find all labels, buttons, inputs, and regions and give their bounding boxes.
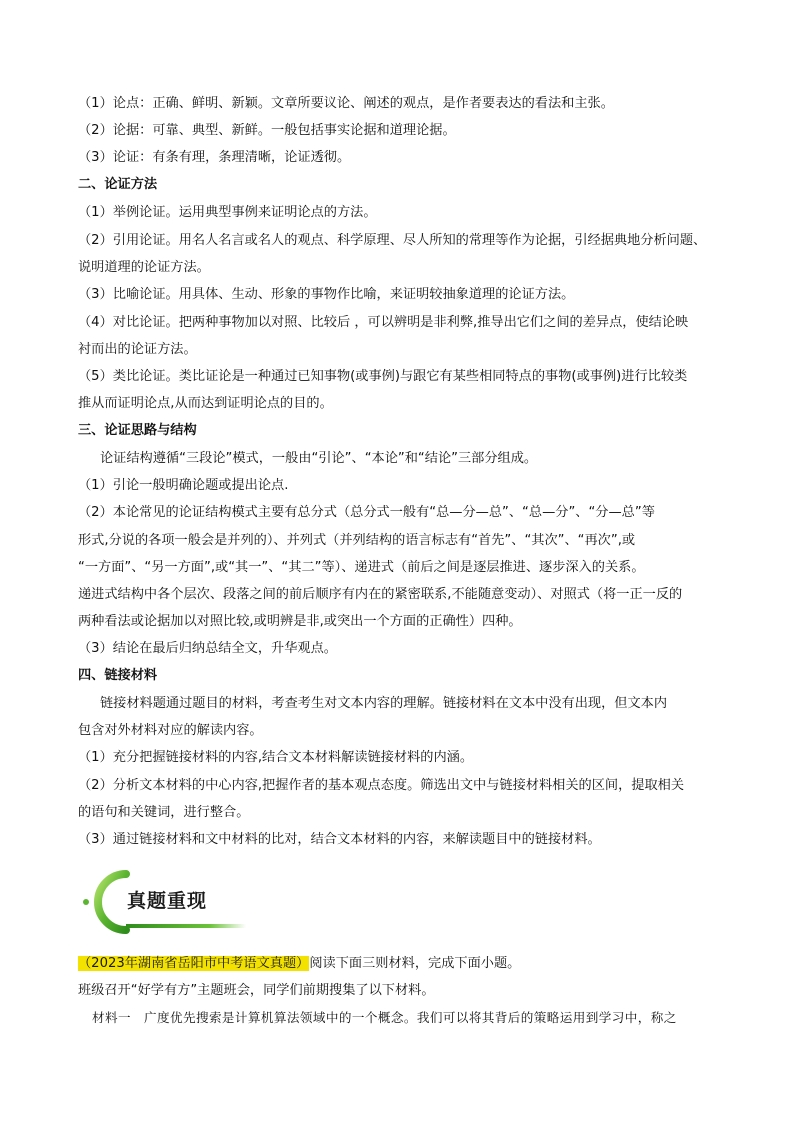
paragraph-line: （1）举例论证。运用典型事例来证明论点的方法。 bbox=[78, 205, 377, 220]
paragraph-line: （2）本论常见的论证结构模式主要有总分式（总分式一般有“总—分—总”、“总—分”、“分—总”等 bbox=[78, 505, 655, 520]
paragraph-line: （3）通过链接材料和文中材料的比对，结合文本材料的内容，来解读题目中的链接材料。 bbox=[78, 832, 601, 847]
paragraph-line: 说明道理的论证方法。 bbox=[78, 260, 210, 275]
banner-title: 真题重现 bbox=[127, 890, 208, 912]
paragraph-line: “一方面”、“另一方面”,或“其一”、“其二”等）、递进式（前后之间是逐层推进、逐步深入的关系。 bbox=[78, 560, 645, 575]
paragraph-line: （2）分析文本材料的中心内容,把握作者的基本观点态度。筛选出文中与链接材料相关的区间，提取相关 bbox=[78, 778, 685, 793]
question-intro bbox=[78, 954, 728, 974]
paragraph-line: （3）比喻论证。用具体、生动、形象的事物作比喻，来证明较抽象道理的论证方法。 bbox=[78, 287, 575, 302]
paragraph-line: （2）论据：可靠、典型、新鲜。一般包括事实论据和道理论据。 bbox=[78, 123, 456, 138]
paragraph-line: （3）论证：有条有理，条理清晰，论证透彻。 bbox=[78, 150, 351, 165]
section-heading: 二、论证方法 bbox=[78, 177, 158, 192]
paragraph-line: 推从而证明论点,从而达到证明论点的目的。 bbox=[78, 396, 333, 411]
paragraph-line: 的语句和关键词，进行整合。 bbox=[78, 805, 250, 820]
paragraph-line: 包含对外材料对应的解读内容。 bbox=[78, 723, 263, 738]
paragraph-line: （1）论点：正确、鲜明、新颖。文章所要议论、阐述的观点，是作者要表达的看法和主张。 bbox=[78, 96, 614, 111]
paragraph-line: （3）结论在最后归纳总结全文，升华观点。 bbox=[78, 641, 337, 656]
section-heading: 四、链接材料 bbox=[78, 668, 158, 683]
section-heading: 三、论证思路与结构 bbox=[78, 423, 197, 438]
question-prompt: 阅读下面三则材料，完成下面小题。 bbox=[309, 956, 521, 971]
paragraph-line: 衬而出的论证方法。 bbox=[78, 342, 197, 357]
paragraph-line: 两种看法或论据加以对照比较,或明辨是非,或突出一个方面的正确性）四种。 bbox=[78, 614, 522, 629]
paragraph-line: 递进式结构中各个层次、段落之间的前后顺序有内在的紧密联系,不能随意变动）、对照式（将一正一反的 bbox=[78, 587, 683, 602]
paragraph-line: 论证结构遵循“三段论”模式，一般由“引论”、“本论”和“结论”三部分组成。 bbox=[100, 451, 538, 466]
paragraph-line: （5）类比论证。类比证论是一种通过已知事物(或事例)与跟它有某些相同特点的事物(或事例)进行比较类 bbox=[78, 369, 688, 384]
paragraph-line: 班级召开“好学有方”主题班会，同学们前期搜集了以下材料。 bbox=[78, 983, 435, 998]
paragraph-line: （1）充分把握链接材料的内容,结合文本材料解读链接材料的内涵。 bbox=[78, 750, 474, 765]
paragraph-line: （1）引论一般明确论题或提出论点. bbox=[78, 478, 289, 493]
paragraph-line: （2）引用论证。用名人名言或名人的观点、科学原理、尽人所知的常理等作为论据，引经据典地分析问题、 bbox=[78, 233, 707, 248]
paragraph-line: 形式,分说的各项一般会是并列的）、并列式（并列结构的语言标志有“首先”、“其次”、“再次”,或 bbox=[78, 533, 636, 548]
paragraph-line: 链接材料题通过题目的材料，考查考生对文本内容的理解。链接材料在文本中没有出现，但文本内 bbox=[100, 696, 668, 711]
paragraph-line: （4）对比论证。把两种事物加以对照、比较后 ，可以辨明是非利弊,推导出它们之间的差异点，使结论映 bbox=[78, 315, 689, 330]
source-highlight: （2023年湖南省岳阳市中考语文真题） bbox=[78, 956, 310, 971]
material-line: 材料一 广度优先搜索是计算机算法领域中的一个概念。我们可以将其背后的策略运用到学习中，称之 bbox=[92, 1010, 677, 1025]
